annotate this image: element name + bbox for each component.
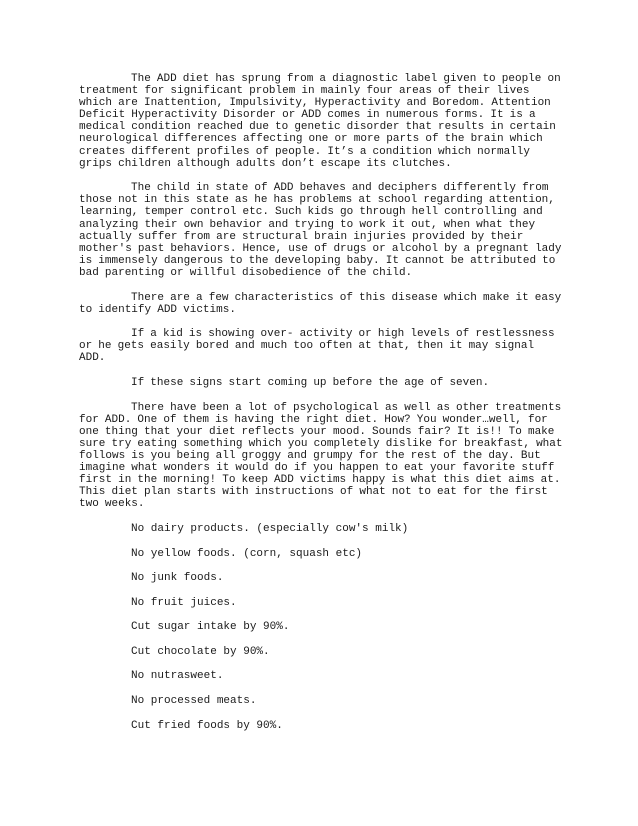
diet-restriction-list [79, 523, 563, 732]
list-item: No nutrasweet. [131, 670, 224, 683]
list-item: Cut sugar intake by 90%. [131, 621, 290, 634]
paragraph-overactivity: If a kid is showing over- activity or high levels of restlessness or he gets easily bored and much too often at that, then it may signal ADD. [79, 328, 555, 365]
list-item: No junk foods. [131, 572, 224, 585]
paragraph-child-behavior: The child in state of ADD behaves and deciphers differently from those not in this state as he has problems at school regarding attention, learning, temper control etc. Such kids go through hell controlling and analyzing their own behavior and trying to work it out, when what they actually suffer from are structural brain injuries provided by their mother's past behaviors. Hence, use of drugs or alcohol by a pregnant lady is immensely dangerous to the developing baby. It cannot be attributed to bad parenting or willful disobedience of the child. [79, 182, 562, 279]
document-body [79, 73, 563, 744]
list-item: Cut chocolate by 90%. [131, 645, 270, 658]
paragraph-treatments: There have been a lot of psychological as well as other treatments for ADD. One of them is having the right diet. How? You wonder…well, for one thing that your diet reflects your mood. Sounds fair? It is!! To make sure try eating something which you completely dislike for breakfast, what follows is you being all groggy and grumpy for the rest of the day. But imagine what wonders it would do if you happen to eat your favorite stuff first in the morning! To keep ADD victims happy is what this diet aims at. This diet plan starts with instructions of what not to eat for the first two weeks. [79, 401, 563, 511]
list-item: No dairy products. (especially cow's milk) [131, 522, 409, 535]
list-item: No processed meats. [131, 695, 257, 708]
list-item: No yellow foods. (corn, squash etc) [131, 547, 363, 560]
paragraph-characteristics: There are a few characteristics of this disease which make it easy to identify ADD victims. [79, 291, 562, 316]
list-item: No fruit juices. [131, 596, 237, 609]
paragraph-intro: The ADD diet has sprung from a diagnostic label given to people on treatment for significant problem in mainly four areas of their lives which are Inattention, Impulsivity, Hyperactivity and Boredom. Attention Deficit Hyperactivity Disorder or ADD comes in numerous forms. It is a medical condition reached due to genetic disorder that results in certain neurological differences affecting one or more parts of the brain which creates different profiles of people. It’s a condition which normally grips children although adults don’t escape its clutches. [79, 73, 561, 170]
list-item: Cut fried foods by 90%. [131, 719, 283, 732]
paragraph-age-seven: If these signs start coming up before the age of seven. [131, 376, 490, 389]
